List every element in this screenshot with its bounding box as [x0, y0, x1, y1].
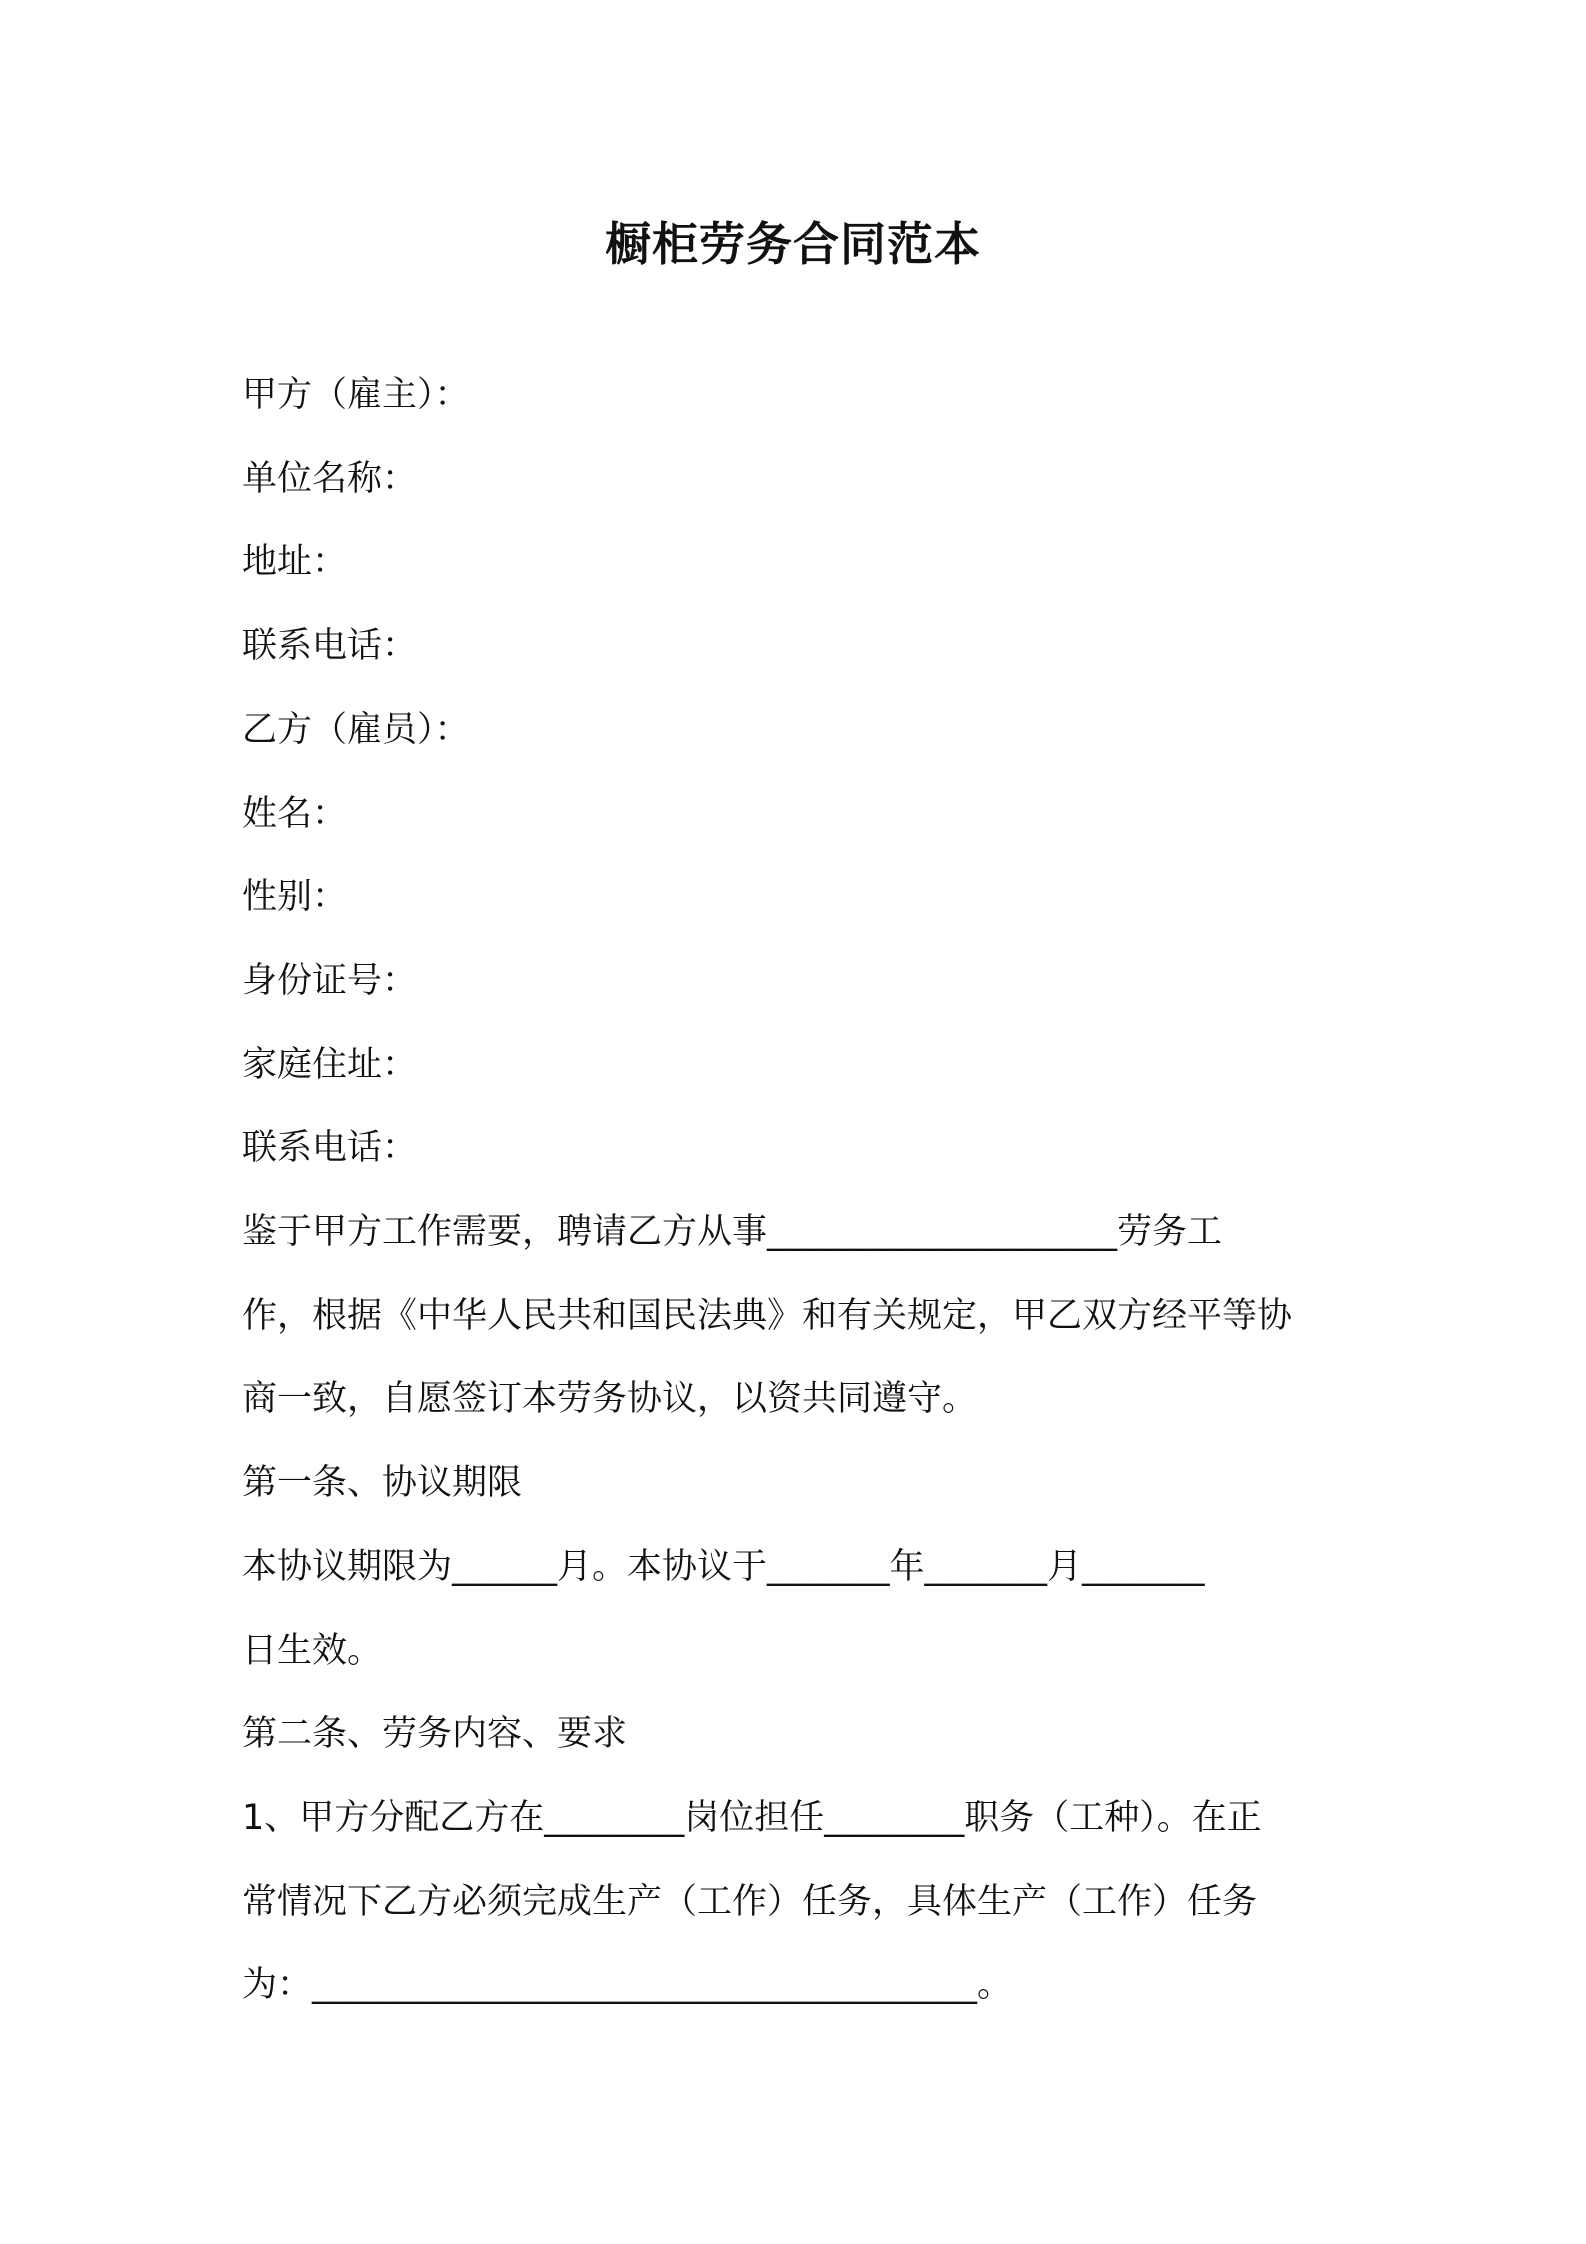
article-1-text-line-1: 本协议期限为______月。本协议于_______年_______月_______ [242, 1547, 1205, 1587]
party-a-heading: 甲方（雇主）： [242, 375, 470, 415]
preamble-line-1: 鉴于甲方工作需要，聘请乙方从事____________________劳务工 [242, 1212, 1223, 1252]
preamble-line-2: 作，根据《中华人民共和国民法典》和有关规定，甲乙双方经平等协 [242, 1296, 1293, 1336]
article-1-text-line-2: 日生效。 [242, 1631, 383, 1671]
party-b-id-number: 身份证号： [242, 961, 418, 1001]
party-b-heading: 乙方（雇员）： [242, 710, 470, 750]
article-2-heading: 第二条、劳务内容、要求 [242, 1714, 628, 1754]
party-a-phone: 联系电话： [242, 626, 418, 666]
party-b-gender: 性别： [242, 877, 348, 917]
article-2-item-1-line-2: 常情况下乙方必须完成生产（工作）任务，具体生产（工作）任务 [242, 1882, 1258, 1922]
party-b-home-address: 家庭住址： [242, 1045, 418, 1085]
document-title: 橱柜劳务合同范本 [605, 217, 981, 271]
article-2-item-1-line-3: 为：______________________________________。 [242, 1965, 1013, 2005]
preamble-line-3: 商一致，自愿签订本劳务协议，以资共同遵守。 [242, 1379, 978, 1419]
article-2-item-1-line-1: 1、甲方分配乙方在________岗位担任________职务（工种）。在正 [242, 1798, 1262, 1838]
party-a-address: 地址： [242, 542, 348, 582]
party-b-phone: 联系电话： [242, 1128, 418, 1168]
party-b-name: 姓名： [242, 794, 348, 834]
party-a-company-name: 单位名称： [242, 459, 418, 499]
article-1-heading: 第一条、协议期限 [242, 1463, 523, 1503]
